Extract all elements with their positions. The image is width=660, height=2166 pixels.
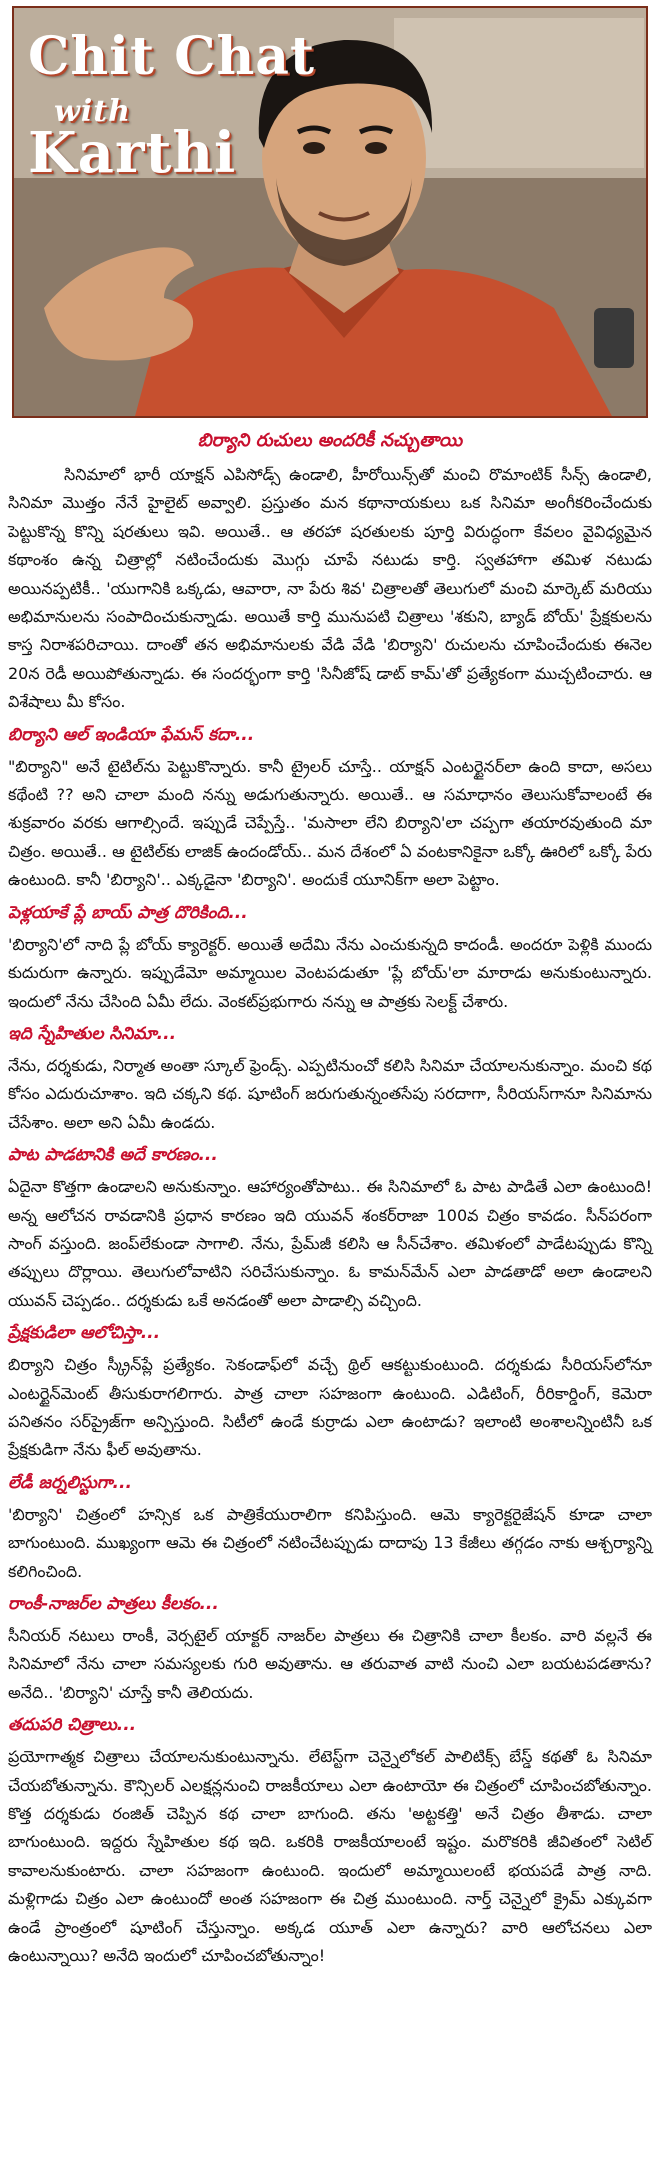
hero-title-line1: Chit Chat	[28, 26, 315, 87]
section-body: ప్రయోగాత్మక చిత్రాలు చేయాలనుకుంటున్నాను. లేటెస్ట్‌గా చెన్నైలోకల్ పాలిటిక్స్ బేస్డ్ కథతో ఓ సినిమా చేయబోతున్నాను. కౌన్సిలర్ ఎలక్షన్లనుంచి రాజకీయాలు ఎలా ఉంటాయో ఈ చిత్రంలో చూపించబోతున్నాం. కొత్త దర్శకుడు రంజిత్ చెప్పిన కథ చాలా బాగుంది. తను 'అట్టకత్తి' అనే చిత్రం తీశాడు. చాలా బాగుంటుంది. ఇద్దరు స్నేహితుల కథ ఇది. ఒకరికి రాజకీయాలంటే ఇష్టం. మరొకరికి జీవితంలో సెటిల్ కావాలనుకుంటారు. చాలా సహజంగా ఉంటుంది. ఇందులో అమ్మాయిలంటే భయపడే పాత్ర నాది. మళ్లిగాడు చిత్రం ఎలా ఉంటుందో అంత సహజంగా ఈ చిత్ర ముంటుంది. నార్త్ చెన్నైలో క్రైమ్ ఎక్కువగా ఉండే ప్రాంత్రంలో షూటింగ్ చేస్తున్నాం. అక్కడ యూత్ ఎలా ఉన్నారు? వారి ఆలోచనలు ఎలా ఉంటున్నాయి? అనేది ఇందులో చూపించబోతున్నాం!	[8, 1747, 652, 1966]
hero-title-line2: with	[54, 94, 131, 129]
section-body: 'బిర్యాని'లో నాది ప్లే బోయ్ క్యారెక్టర్. అయితే అదేమి నేను ఎంచుకున్నది కాదండీ. అందరూ పెళ్లికి ముందు కుదురుగా ఉన్నారు. ఇప్పుడేమో అమ్మాయిల వెంటపడుతూ 'ప్లే బోయ్'లా మారాడు అనుకుంటున్నారు. ఇందులో నేను చేసింది ఏమీ లేదు. వెంకట్‌ప్రభుగారు నన్ను ఆ పాత్రకు సెలక్ట్ చేశారు.	[8, 934, 652, 1011]
section-heading: బిర్యాని ఆల్ ఇండియా ఫేమస్ కదా...	[8, 724, 255, 745]
section-heading: తదుపరి చిత్రాలు...	[8, 1715, 137, 1736]
section-heading: పాట పాడటానికి అదే కారణం...	[8, 1145, 218, 1166]
section-body: "బిర్యాని" అనే టైటిల్‌ను పెట్టుకొన్నారు. కానీ ట్రైలర్ చూస్తే.. యాక్షన్ ఎంటర్టైనర్‌లా ఉంది కాదా, అసలు కథేంటి ?? అని చాలా మంది నన్ను అడుగుతున్నారు. అయితే.. ఆ సమాధానం తెలుసుకోవాలంటే ఈ శుక్రవారం వరకు ఆగాల్సిందే. ఇప్పుడే చెప్పేస్తే.. 'మసాలా లేని బిర్యాని'లా చప్పగా తయారవుతుంది మా చిత్రం. అయితే.. ఆ టైటిల్‌కు లాజిక్ ఉందండోయ్.. మన దేశంలో ఏ వంటకానికైనా ఒక్కో ఊరిలో ఒక్కో పేరు ఉంటుంది. కానీ 'బిర్యాని'.. ఎక్కడైనా 'బిర్యాని'. అందుకే యూనిక్‌గా అలా పెట్టాం.	[8, 756, 652, 890]
section-body: నేను, దర్శకుడు, నిర్మాత అంతా స్కూల్ ఫ్రెండ్స్. ఎప్పటినుంచో కలిసి సినిమా చేయాలనుకున్నాం. మంచి కథ కోసం ఎదురుచూశాం. ఇది చక్కని కథ. షూటింగ్ జరుగుతున్నంతసేపు సరదాగా, సీరియస్‌గానూ సినిమాను చేసేశాం. అలా అని ఏమీ ఉండదు.	[8, 1055, 652, 1132]
section-body: 'బిర్యాని' చిత్రంలో హన్సిక ఒక పాత్రికేయురాలిగా కనిపిస్తుంది. ఆమె క్యారెక్టరైజేషన్ కూడా చాలా బాగుంటుంది. ముఖ్యంగా ఆమె ఈ చిత్రంలో నటించేటప్పుడు దాదాపు 13 కేజీలు తగ్గడం నాకు ఆశ్చర్యాన్ని కలిగించింది.	[8, 1504, 652, 1581]
article-intro: సినిమాలో భారీ యాక్షన్ ఎపిసోడ్స్ ఉండాలి, హీరోయిన్స్‌తో మంచి రొమాంటిక్ సీన్స్ ఉండాలి, సినిమా మొత్తం నేనే హైలైట్ అవ్వాలి. ప్రస్తుతం మన కథానాయకులు ఒక సినిమా అంగీకరించేందుకు పెట్టుకొన్న కొన్ని షరతులు ఇవి. అయితే.. ఆ తరహా షరతులకు పూర్తి విరుద్ధంగా కేవలం వైవిధ్యమైన కథాంశం ఉన్న చిత్రాల్లో నటించేందుకు మొగ్గు చూపే నటుడు కార్తి. స్వతహాగా తమిళ నటుడు అయినప్పటికీ.. 'యుగానికి ఒక్కడు, ఆవారా, నా పేరు శివ' చిత్రాలతో తెలుగులో మంచి మార్కెట్ మరియు అభిమానులను సంపాదించుకున్నాడు. అయితే కార్తి మునుపటి చిత్రాలు 'శకుని, బ్యాడ్ బోయ్' ప్రేక్షకులను కాస్త నిరాశపరిచాయి. దాంతో తన అభిమానులకు వేడి వేడి 'బిర్యాని' రుచులను చూపించేందుకు ఈనెల 20న రెడీ అయిపోతున్నాడు. ఈ సందర్భంగా కార్తి 'సినీజోష్ డాట్ కామ్'తో ప్రత్యేకంగా ముచ్చటించారు. ఆ విశేషాలు మీ కోసం.	[8, 465, 652, 712]
section-body: ఏదైనా కొత్తగా ఉండాలని అనుకున్నాం. ఆహార్యంతోపాటు.. ఈ సినిమాలో ఓ పాట పాడితే ఎలా ఉంటుంది! అన్న ఆలోచన రావడానికి ప్రధాన కారణం ఇది యువన్ శంకర్‌రాజా 100వ చిత్రం కావడం. సీన్‌పరంగా సాంగ్ వస్తుంది. జంప్‌లేకుండా సాగాలి. నేను, ప్రేమ్‌జీ కలిసి ఆ సీన్‌చేశాం. తమిళంలో పాడేటప్పుడు కొన్ని తప్పులు దొర్లాయి. తెలుగులోవాటిని సరిచేసుకున్నాం. ఓ కామన్‌మేన్ ఎలా పాడతాడో అలా ఉండాలని యువన్ చెప్పడం.. దర్శకుడు ఒకే అనడంతో అలా పాడాల్సి వచ్చింది.	[8, 1177, 652, 1310]
hero-photo-banner	[12, 6, 648, 418]
section-heading: లేడీ జర్నలిస్టుగా...	[8, 1472, 132, 1493]
section-heading: రాంకీ-నాజర్‌ల పాత్రలు కీలకం...	[8, 1594, 219, 1614]
section-heading: ప్రేక్షకుడిలా ఆలోచిస్తా...	[8, 1323, 161, 1344]
section-body: సీనియర్ నటులు రాంకీ, వెర్సటైల్ యాక్టర్ నాజర్‌ల పాత్రలు ఈ చిత్రానికి చాలా కీలకం. వారి వల్లనే ఈ సినిమాలో నేను చాలా సమస్యలకు గురి అవుతాను. ఆ తరువాత వాటి నుంచి ఎలా బయటపడతాను? అనేది.. 'బిర్యాని' చూస్తే కానీ తెలియదు.	[8, 1626, 652, 1702]
hero-title-line3: Karthi	[28, 120, 237, 186]
article-main-heading: బిర్యాని రుచులు అందరికీ నచ్చుతాయి	[197, 430, 463, 451]
section-body: బిర్యాని చిత్రం స్క్రీన్‌ప్లే ప్రత్యేకం. సెకండాఫ్‌లో వచ్చే థ్రిల్ ఆకట్టుకుంటుంది. దర్శకుడు సీరియస్‌లోనూ ఎంటర్టైన్‌మెంట్ తీసుకురాగలిగారు. పాత్ర చాలా సహజంగా ఉంటుంది. ఎడిటింగ్, రీరికార్డింగ్, కెమెరా పనితనం సర్‌ప్రైజ్‌గా అన్పిస్తుంది. సిటీలో ఉండే కుర్రాడు ఎలా ఉంటాడు? ఇలాంటి అంశాలన్నింటినీ ఒక ప్రేక్షకుడిగా నేను ఫీల్ అవుతాను.	[8, 1355, 652, 1460]
section-heading: పెళ్లయాకే ప్లే బాయ్ పాత్ర దొరికింది...	[8, 902, 248, 923]
article-content	[8, 430, 652, 1970]
section-heading: ఇది స్నేహితుల సినిమా...	[8, 1023, 177, 1044]
